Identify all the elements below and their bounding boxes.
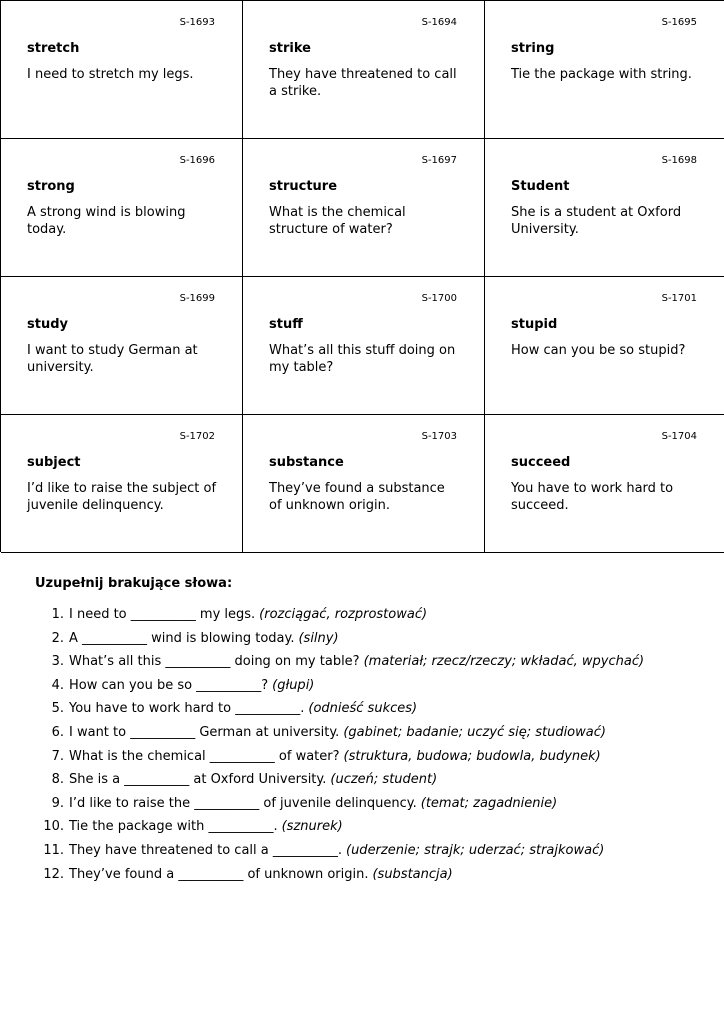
card-sentence: They’ve found a substance of unknown origin. — [269, 481, 445, 513]
item-number: 12. — [43, 866, 64, 882]
item-number: 1. — [51, 607, 64, 622]
card-sentence: What is the chemical structure of water? — [269, 205, 406, 237]
item-hint: (silny) — [298, 630, 339, 646]
card-code: S-1704 — [661, 431, 697, 442]
item-hint: (rozciągać, rozprostować) — [259, 607, 428, 622]
item-number: 9. — [51, 795, 64, 811]
flashcard — [1, 139, 243, 277]
item-text: How can you be so __________? — [69, 677, 269, 693]
card-code: S-1701 — [661, 293, 697, 304]
flashcard — [1, 1, 243, 139]
item-hint: (uderzenie; strajk; uderzać; strajkować) — [346, 842, 605, 858]
flashcard — [485, 1, 724, 139]
card-code: S-1694 — [421, 17, 457, 28]
card-word: stupid — [511, 317, 558, 332]
card-code: S-1702 — [179, 431, 215, 442]
exercise-item — [35, 771, 715, 795]
item-hint: (głupi) — [272, 677, 315, 693]
exercise-item — [35, 700, 715, 724]
card-sentence: I need to stretch my legs. — [27, 67, 194, 82]
card-sentence: They have threatened to call a strike. — [269, 67, 457, 99]
item-hint: (materiał; rzecz/rzeczy; wkładać, wpychać) — [363, 654, 645, 670]
item-hint: (struktura, budowa; budowla, budynek) — [343, 748, 601, 764]
card-word: substance — [269, 455, 344, 470]
flashcard — [243, 415, 485, 553]
exercise-item — [35, 818, 715, 842]
card-word: strike — [269, 41, 311, 56]
card-word: subject — [27, 455, 81, 470]
card-code: S-1697 — [421, 155, 457, 166]
item-number: 5. — [51, 701, 64, 717]
exercise-item — [35, 677, 715, 701]
item-text: You have to work hard to __________. — [69, 701, 305, 717]
exercise-item — [35, 653, 715, 677]
exercise-item — [35, 630, 715, 654]
flashcard — [243, 139, 485, 277]
item-hint: (gabinet; badanie; uczyć się; studiować) — [343, 724, 606, 740]
item-text: I’d like to raise the __________ of juvenile delinquency. — [69, 795, 417, 811]
item-text: They have threatened to call a __________. — [69, 842, 342, 858]
flashcard — [243, 1, 485, 139]
flashcard — [485, 415, 724, 553]
card-code: S-1695 — [661, 17, 697, 28]
item-hint: (sznurek) — [281, 819, 343, 835]
card-sentence: You have to work hard to succeed. — [511, 481, 674, 513]
card-word: Student — [511, 179, 570, 194]
card-word: stretch — [27, 41, 80, 56]
card-code: S-1703 — [421, 431, 457, 442]
item-number: 10. — [43, 819, 64, 835]
card-word: string — [511, 41, 555, 56]
exercise-title: Uzupełnij brakujące słowa: — [35, 576, 233, 591]
card-code: S-1698 — [661, 155, 697, 166]
card-word: succeed — [511, 455, 571, 470]
item-number: 8. — [51, 772, 64, 788]
flashcard — [485, 139, 724, 277]
card-sentence: Tie the package with string. — [511, 67, 692, 82]
item-number: 6. — [51, 724, 64, 740]
item-text: She is a __________ at Oxford University. — [69, 772, 327, 788]
item-number: 7. — [51, 748, 64, 764]
item-text: What is the chemical __________ of water? — [69, 748, 340, 764]
exercise-item — [35, 748, 715, 772]
card-word: structure — [269, 179, 338, 194]
exercise-section — [35, 575, 715, 889]
item-number: 2. — [51, 630, 64, 646]
card-code: S-1693 — [179, 17, 215, 28]
card-sentence: I want to study German at university. — [27, 343, 198, 375]
item-number: 3. — [51, 654, 64, 670]
item-number: 4. — [51, 677, 64, 693]
flashcard — [485, 277, 724, 415]
flashcard — [1, 277, 243, 415]
card-code: S-1696 — [179, 155, 215, 166]
item-text: They’ve found a __________ of unknown origin. — [69, 866, 369, 882]
item-text: Tie the package with __________. — [69, 819, 278, 835]
item-text: What’s all this __________ doing on my table? — [69, 654, 360, 670]
exercise-item — [35, 724, 715, 748]
exercise-item — [35, 606, 715, 630]
card-code: S-1699 — [179, 293, 215, 304]
card-word: study — [27, 317, 68, 332]
card-word: strong — [27, 179, 75, 194]
flashcard — [1, 415, 243, 553]
exercise-item — [35, 866, 715, 890]
card-sentence: How can you be so stupid? — [511, 343, 686, 358]
card-sentence: What’s all this stuff doing on my table? — [269, 343, 456, 375]
card-word: stuff — [269, 317, 303, 332]
card-sentence: I’d like to raise the subject of juvenile delinquency. — [27, 481, 217, 513]
flashcard — [243, 277, 485, 415]
exercise-list — [35, 606, 715, 889]
card-code: S-1700 — [421, 293, 457, 304]
item-hint: (substancja) — [372, 866, 453, 882]
exercise-item — [35, 842, 715, 866]
item-number: 11. — [43, 842, 64, 858]
item-hint: (odnieść sukces) — [308, 701, 418, 717]
item-text: A __________ wind is blowing today. — [69, 630, 295, 646]
card-sentence: She is a student at Oxford University. — [511, 205, 682, 237]
item-hint: (uczeń; student) — [330, 772, 438, 788]
item-hint: (temat; zagadnienie) — [420, 795, 558, 811]
card-sentence: A strong wind is blowing today. — [27, 205, 186, 237]
item-text: I want to __________ German at university. — [69, 724, 340, 740]
exercise-item — [35, 795, 715, 819]
item-text: I need to __________ my legs. — [69, 607, 256, 622]
